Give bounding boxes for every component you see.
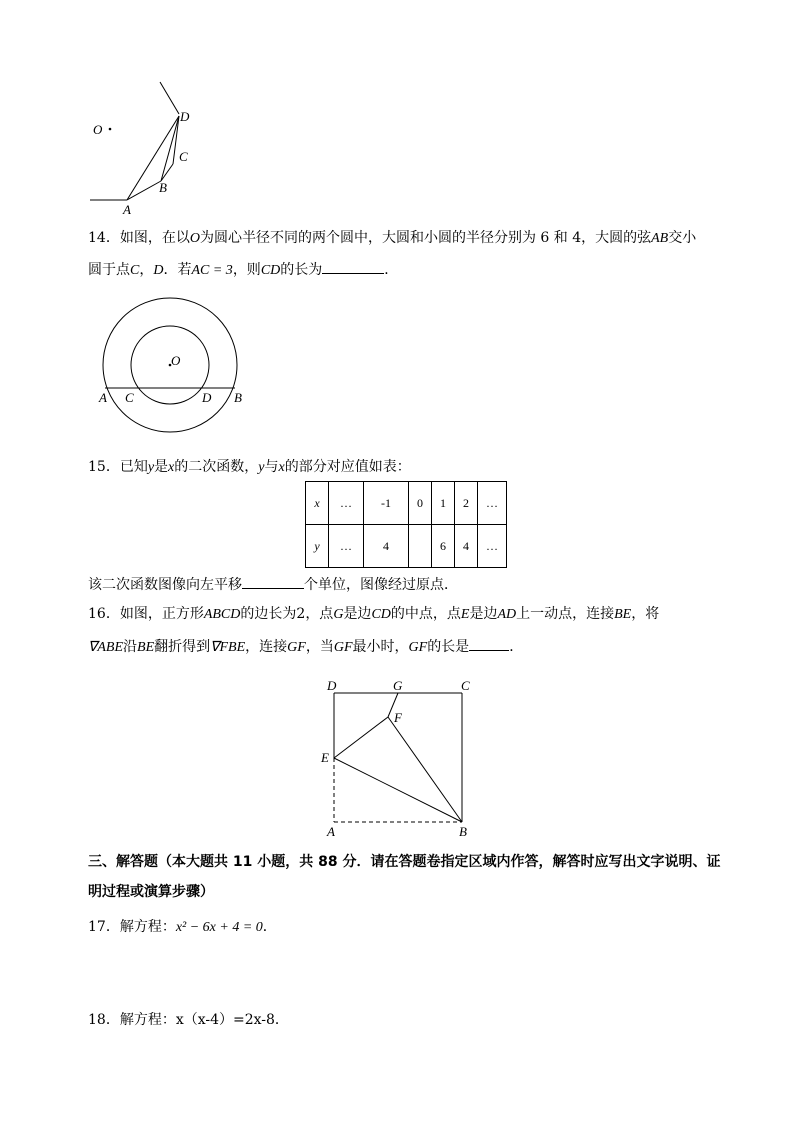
table-row-x	[306, 482, 507, 525]
label-D: D	[202, 390, 212, 405]
table-cell: 6	[432, 525, 455, 568]
label-O: O	[171, 353, 181, 368]
q16-line1: 16．如图，正方形ABCD的边长为2，点G是边CD的中点，点E是边AD上一动点，连接BE，将	[88, 606, 660, 622]
figure-q13	[85, 78, 205, 218]
label-O: O	[93, 122, 103, 137]
table-cell: 2	[455, 482, 478, 525]
table-cell: 0	[409, 482, 432, 525]
answer-blank-q14[interactable]	[322, 259, 384, 274]
table-cell: x	[306, 482, 329, 525]
label-B: B	[234, 390, 242, 405]
label-C: C	[179, 149, 188, 164]
table-cell: 4	[364, 525, 409, 568]
table-cell: y	[306, 525, 329, 568]
label-B: B	[159, 180, 167, 195]
table-cell: 4	[455, 525, 478, 568]
figure-q16	[318, 676, 478, 842]
label-E: E	[321, 750, 329, 765]
label-A: A	[99, 390, 107, 405]
label-C: C	[461, 678, 470, 693]
table-cell	[409, 525, 432, 568]
table-cell: -1	[364, 482, 409, 525]
table-cell: …	[329, 482, 364, 525]
table-cell: …	[478, 525, 507, 568]
q15-line2: 该二次函数图像向左平移 个单位，图像经过原点．	[88, 574, 458, 595]
label-C: C	[125, 390, 134, 405]
q17: 17．解方程：x² − 6x + 4 = 0．	[88, 919, 277, 935]
q14-line2: 圆于点C，D．若AC = 3，则CD的长为 ．	[88, 259, 398, 281]
label-D: D	[327, 678, 337, 693]
label-F: F	[394, 710, 402, 725]
label-A: A	[327, 824, 335, 839]
q18: 18．解方程：x（x-4）=2x-8．	[88, 1012, 289, 1028]
label-G: G	[393, 678, 403, 693]
table-cell: 1	[432, 482, 455, 525]
table-row-y	[306, 525, 507, 568]
section-3-title-cont: 明过程或演算步骤）	[88, 884, 214, 900]
section-3-title: 三、解答题（本大题共 11 小题，共 88 分．请在答题卷指定区域内作答，解答时应写出文字说明、证	[88, 854, 721, 870]
values-table	[305, 481, 507, 568]
q15-line1: 15．已知y是x的二次函数，y与x的部分对应值如表：	[88, 459, 411, 475]
label-B: B	[459, 824, 467, 839]
table-cell: …	[478, 482, 507, 525]
answer-blank-q15[interactable]	[242, 574, 304, 589]
table-cell: …	[329, 525, 364, 568]
label-A: A	[123, 202, 131, 217]
figure-q14	[92, 293, 252, 439]
label-D: D	[180, 109, 190, 124]
answer-blank-q16[interactable]	[469, 636, 509, 651]
q14-line1: 14．如图，在以O为圆心半径不同的两个圆中，大圆和小圆的半径分别为 6 和 4，大圆的弦AB交小	[88, 230, 697, 246]
q16-line2: ∇ABE沿BE翻折得到∇FBE，连接GF，当GF最小时，GF的长是 ．	[88, 636, 523, 658]
